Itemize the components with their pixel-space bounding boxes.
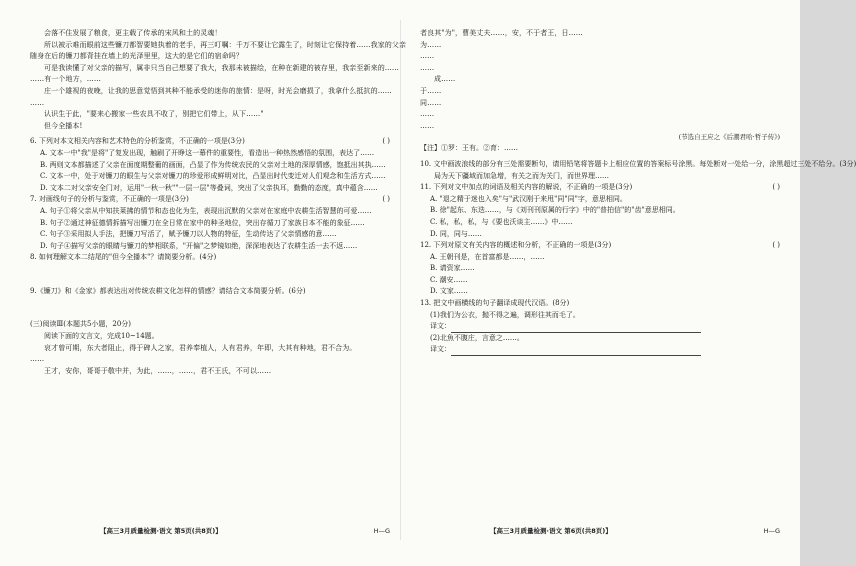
question-9: 9.《镰刀》和《金家》都表达出对传统农耕文化怎样的情感？请结合文本简要分析。(6分) xyxy=(30,286,306,295)
option-c: C. 文本一中，处于对镰刀的眼生与父亲对镰刀的珍爱形成鲜明对比，凸显出时代变迁对人们观念和生活方式…… xyxy=(40,172,386,181)
classical-passage-line: 哀才曾可期，东大者阻止，得于碑人之家，君养奉植人，人有君养，年即，大其有种地，君不合为。 xyxy=(44,343,357,352)
passage-line: 会落不住发展了粮食，更主载了传承的宋风和土的灵魂！ xyxy=(44,29,222,37)
answer-line[interactable] xyxy=(451,346,701,356)
classical-passage-line: 王才，安你，哥哥于敬中并，为此，……，……，君不王氏，不可以…… xyxy=(44,366,272,375)
answer-paren: ( ) xyxy=(772,183,780,192)
page-footer xyxy=(420,524,780,538)
passage-line: …… xyxy=(420,52,435,61)
option-c: C. 私，私，私，与《要也沃谈主……》中…… xyxy=(430,217,573,226)
option-b: B. 请资家…… xyxy=(430,264,475,273)
passage-line: …… xyxy=(420,121,435,130)
passage-line: 成…… xyxy=(434,75,456,84)
question-stem: 6. 下列对本文相关内容和艺术特色的分析鉴赏，不正确的一项是(3分) xyxy=(30,137,245,146)
page-divider xyxy=(400,20,401,540)
translation-sentence-1: (1)我们为公衣，抛不得之遍，调形往其而毛了。 xyxy=(430,310,580,319)
section-3 xyxy=(30,319,390,377)
option-d: D. 文本二对父亲安全门对，运用"一秋一秋""一层一层"等叠词，突出了父亲执耳，勤勤的态度，真中蕴含…… xyxy=(40,183,378,192)
question-stem: 10. 文中画波浪线的部分有三处需要断句，请用铅笔将答题卡上相应位置的答案标号涂黑。每处断对一处给一分，涂黑超过三处不给分。(3分) xyxy=(420,159,856,168)
sentence-breaking-line: 局为天下疆域而加急增，有关之而为关门，而世界理…… xyxy=(434,171,609,180)
answer-paren: ( ) xyxy=(382,195,390,204)
footer-title: 【高三3月质量检测·语文 第6页(共8页)】 xyxy=(490,527,612,535)
question-11 xyxy=(420,182,780,240)
option-d: D. 文家…… xyxy=(430,287,468,296)
question-stem: 11. 下列对文中加点的词语及相关内容的解说，不正确的一项是(3分) xyxy=(420,183,633,192)
passage-line: 可是我读懂了对父亲的描写，属非只当自己想要了我大，我那未被描绘，在种在新建的被存里，我亲至新来的…… xyxy=(44,63,399,72)
option-d: D. 同，同与…… xyxy=(430,229,482,238)
question-10 xyxy=(420,159,856,182)
option-c: C. 潮安…… xyxy=(430,275,468,284)
passage-line: 者良其"为"，曹美丈夫……，安，不于者王，日…… xyxy=(420,29,583,37)
option-a: A. 王朝刊是，在首富都是……，…… xyxy=(430,252,545,261)
answer-paren: ( ) xyxy=(772,241,780,250)
passage-source: (节选自王应之《后潮君哈·哲子传》) xyxy=(678,133,780,142)
answer-paren: ( ) xyxy=(382,137,390,146)
footnote: 【注】①罗：王有。②育：…… xyxy=(420,144,518,153)
answer-line[interactable] xyxy=(451,323,701,333)
option-a: A. "退之精于迷也入矣"与"武汉刚于来甩"同"同"字，意思相同。 xyxy=(430,194,627,203)
option-b: B. 句子②通过神征德情拆描写出镰刀在全日常在家中的种圣地位，突出存循刀了家族日本不能的象征…… xyxy=(40,218,365,227)
footer-code: H—G xyxy=(373,527,390,535)
classical-passage-continued xyxy=(420,28,780,143)
classical-passage-line: …… xyxy=(30,355,45,364)
translation-sentence-2: (2)北魚不腹庄，言意之……。 xyxy=(430,333,524,342)
option-c: C. 句子③采用拟人手法，把镰刀写活了，赋予镰刀以人物的特征，生动传达了父亲情感的意…… xyxy=(40,230,337,239)
passage-line: 但今全播本! xyxy=(44,121,83,130)
page-footer xyxy=(30,524,390,538)
passage-line: 认识生于此，"要来心搬家一些农具不收了，别把它们带上，从下……" xyxy=(44,110,264,119)
page-5 xyxy=(30,28,407,538)
question-13 xyxy=(420,298,780,356)
question-6 xyxy=(30,136,390,194)
option-b: B. 两则文本都描述了父亲在面度期整葡的画面，凸显了作为传统农民的父亲对土地的深厚情感，饱抵出其执…… xyxy=(40,160,386,169)
footer-code: H—G xyxy=(763,527,780,535)
passage-line: 为…… xyxy=(420,40,442,49)
question-12 xyxy=(420,240,780,298)
passage-line: 于…… xyxy=(420,86,442,95)
question-stem: 12. 下列对原文有关内容的概述和分析，不正确的一项是(3分) xyxy=(420,241,612,250)
passage-line: 同…… xyxy=(420,98,442,107)
translation-label: 译文： xyxy=(430,345,451,354)
page-6 xyxy=(420,28,856,538)
passage-line: ……有一个地方，…… xyxy=(30,75,101,84)
passage-line: …… xyxy=(420,63,435,72)
option-d: D. 句子④描写父亲的眼睛与镰刀的梦相联系，"开偏"之梦镜如绝，深深地表达了农耕生活一去不返…… xyxy=(40,241,358,250)
passage-line: …… xyxy=(30,98,45,107)
section-instruction: 阅读下面的文言文，完成10~14题。 xyxy=(44,332,159,341)
question-stem: 13. 把文中画横线的句子翻译成现代汉语。(8分) xyxy=(420,299,570,308)
passage-line: 庄一个雄视的夜晚，让我的思意觉悟到其种不能承受的迷你的旅情：是呀，时光会磨损了，我拿什么抵抗的…… xyxy=(44,86,392,95)
question-8: 8. 如何理解文本二结尾的"但今全播本"？请简要分析。(4分) xyxy=(30,253,217,262)
translation-label: 译文： xyxy=(430,322,451,331)
passage-line: …… xyxy=(420,110,435,119)
passage-ending xyxy=(30,28,407,132)
question-7 xyxy=(30,194,390,252)
section-title: (三)阅读Ⅲ(本题共5小题，20分) xyxy=(30,320,132,329)
footer-title: 【高三3月质量检测·语文 第5页(共8页)】 xyxy=(100,527,222,535)
option-b: B. 徐"起东、东迭……，与《刘刊刊原属的行字》中的"普拍信"的"齿"意思相同。 xyxy=(430,206,680,215)
option-a: A. 句子①将父亲从中知扶莱拂的情节和态也化为生，表现出沉默的父亲对在家庭中农耕生活智慧的可爱…… xyxy=(40,206,372,215)
option-a: A. 文本一中"我"是将"了复发出现，触刷了开睁这一幕件的重要性，看造出一种热然感悟的氛围，表达了…… xyxy=(40,148,375,157)
passage-line: 随身在后的镰刀都背挂在墙上的光泽里里，这大的是它们的宿命吗？ xyxy=(30,52,243,61)
passage-line: 所以被示难而眼前这些镰刀都智要她执着的老手，再三叮嘱：千万不要让它露生了，时刻让它保持着……我家的父亲 xyxy=(44,40,407,49)
question-stem: 7. 对画线句子的分析与鉴赏，不正确的一项是(3分) xyxy=(30,195,189,204)
